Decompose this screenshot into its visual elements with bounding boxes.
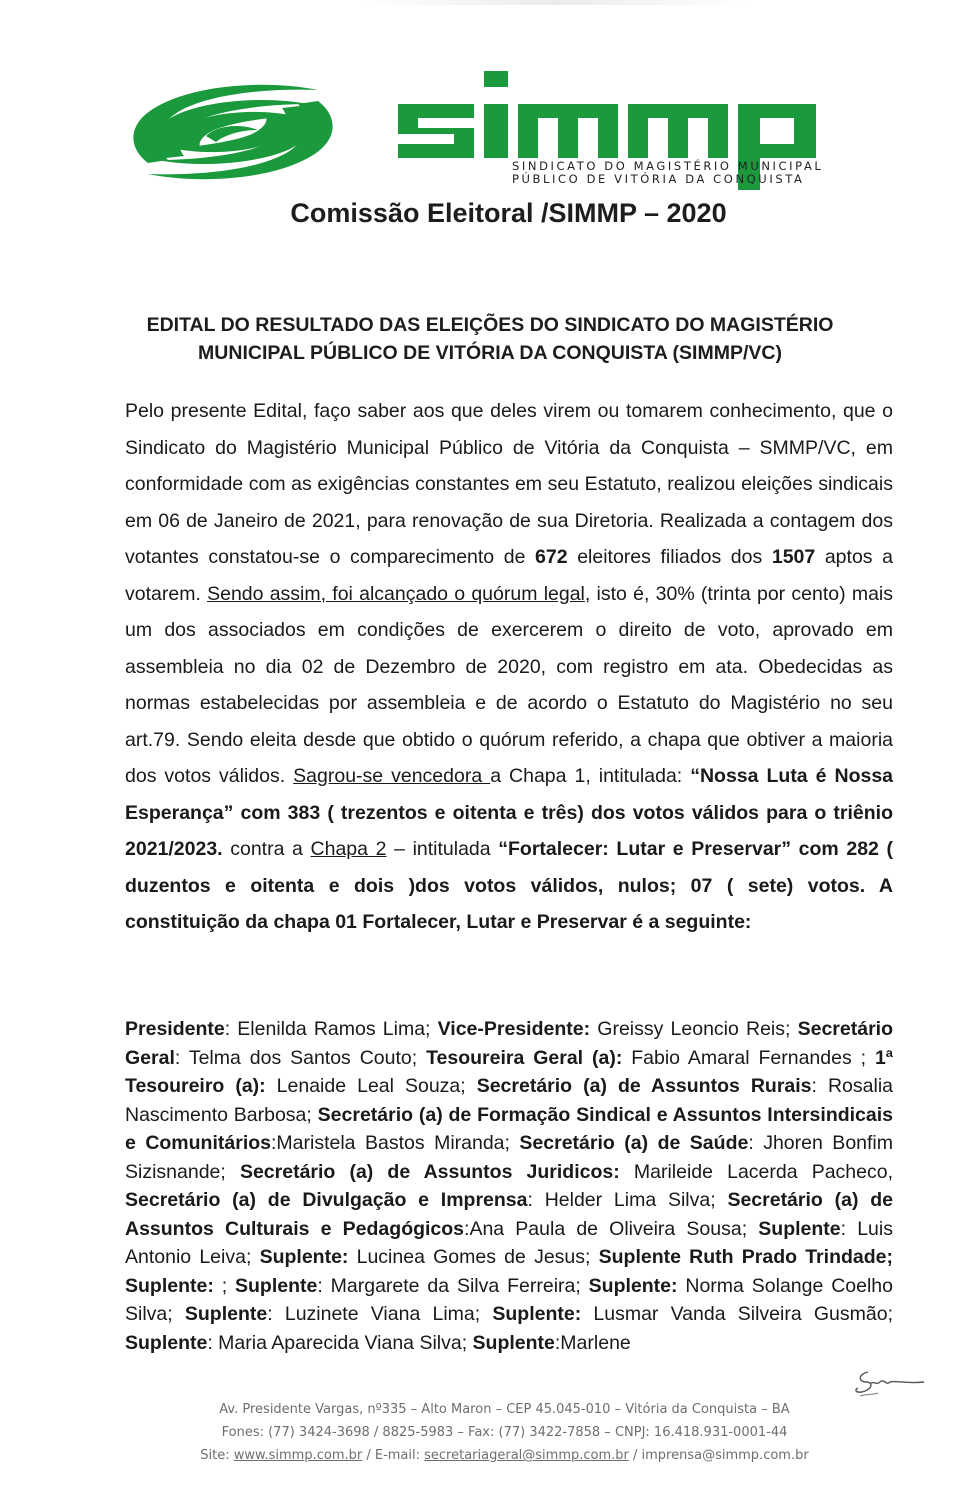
site-link[interactable]: www.simmp.com.br	[233, 1448, 363, 1463]
member-name: :Maristela Bastos Miranda;	[271, 1132, 520, 1154]
role-label: Secretário (a) de Saúde	[519, 1132, 749, 1154]
simmp-logo-emblem-icon	[118, 68, 348, 196]
text-run: – intitulada	[386, 838, 499, 860]
role-label: Suplente	[472, 1331, 555, 1354]
eligible-count: 1507	[771, 546, 816, 568]
logo-subtitle	[512, 159, 824, 186]
member-name: : Rosalia Nascimento Barbosa;	[125, 1075, 893, 1126]
member-name: :Marlene	[554, 1331, 631, 1354]
chapa2-underlined: Chapa 2	[310, 838, 387, 860]
chapa2-result: “Fortalecer: Lutar e Preservar” com 282 ( duzentos e oitenta e dois )dos votos válidos, nulos; 07 ( sete) votos. A constituição da chapa 01 Fortalecer, Lutar e Preservar é a seguinte:	[125, 838, 893, 933]
role-label: Suplente:	[492, 1303, 582, 1325]
footer-phones: Fones: (77) 3424-3698 / 8825-5983 – Fax: (77) 3422-7858 – CNPJ: 16.418.931-0001-44	[221, 1425, 788, 1440]
member-name: : Elenilda Ramos Lima;	[224, 1018, 438, 1040]
commission-heading: Comissão Eleitoral /SIMMP – 2020	[290, 198, 727, 228]
footer	[0, 1398, 959, 1467]
role-label: Suplente:	[588, 1274, 678, 1297]
role-label: 1ª Tesoureiro (a):	[125, 1046, 893, 1097]
chapa1-result: “Nossa Luta é Nossa Esperança” com 383 ( trezentos e oitenta e três) dos votos válidos para o triênio 2021/2023.	[125, 765, 894, 860]
board-members-paragraph	[125, 1015, 893, 1357]
role-label: Suplente	[235, 1274, 318, 1297]
email-link-imprensa[interactable]: imprensa@simmp.com.br	[641, 1448, 809, 1463]
role-label: Suplente:	[259, 1246, 349, 1268]
member-name: : Jhoren Bonfim Sizisnande;	[125, 1132, 893, 1183]
text-run: eleitores filiados dos	[567, 546, 772, 568]
footer-contacts	[50, 1444, 959, 1467]
member-name: Lusmar Vanda Silveira Gusmão;	[581, 1303, 893, 1325]
member-name: : Luis Antonio Leiva;	[125, 1217, 893, 1268]
email-label: / E-mail:	[362, 1448, 425, 1463]
member-name: Fabio Amaral Fernandes ;	[622, 1046, 875, 1069]
role-label: Suplente	[758, 1217, 841, 1240]
logo-subtitle-line1: SINDICATO DO MAGISTÉRIO MUNICIPAL	[512, 159, 824, 173]
footer-address: Av. Presidente Vargas, nº335 – Alto Maron – CEP 45.045-010 – Vitória da Conquista – BA	[219, 1402, 790, 1417]
member-name: Marileide Lacerda Pacheco,	[619, 1160, 894, 1183]
edital-title	[100, 311, 880, 367]
text-run: , isto é, 30% (trinta por cento) mais um dos associados em condições de exercerem o direito de voto, aprovado em assembleia no dia 02 de Dezembro de 2020, com registro em ata. Obedecidas as normas estabelecidas por assembleia e de acordo o Estatuto do Magistério no seu art.79. Sendo eleita desde que obtido o quórum referido, a chapa que obtiver a maioria dos votos válidos.	[125, 582, 894, 787]
role-label: Tesoureira Geral (a):	[426, 1046, 623, 1069]
signature-mark	[850, 1362, 930, 1402]
role-label: Secretário (a) de Divulgação e Imprensa	[125, 1189, 528, 1211]
text-run: aptos a votarem.	[125, 546, 893, 605]
member-name: : Helder Lima Silva;	[527, 1189, 728, 1211]
quorum-underlined: Sendo assim, foi alcançado o quórum legal	[207, 582, 585, 605]
role-label: Presidente	[125, 1018, 225, 1040]
role-label: Secretário (a) de Formação Sindical e Assuntos Intersindicais e Comunitários	[125, 1103, 894, 1154]
role-label: Suplente	[184, 1303, 268, 1325]
role-label: Suplente Ruth Prado Trindade; Suplente:	[125, 1246, 893, 1297]
member-name: ;	[213, 1274, 236, 1297]
role-label: Suplente	[125, 1331, 208, 1354]
announcement-paragraph	[125, 393, 893, 941]
role-label: Secretário Geral	[125, 1018, 893, 1069]
scan-artifact	[360, 0, 750, 5]
role-label: Vice-Presidente:	[437, 1018, 591, 1040]
member-name: : Maria Aparecida Viana Silva;	[207, 1331, 473, 1354]
member-name: : Telma dos Santos Couto;	[174, 1046, 427, 1069]
member-name: Lucinea Gomes de Jesus;	[348, 1246, 599, 1268]
member-name: :Ana Paula de Oliveira Sousa;	[464, 1217, 759, 1240]
title-line1: EDITAL DO RESULTADO DAS ELEIÇÕES DO SINDICATO DO MAGISTÉRIO	[146, 314, 834, 336]
email-link-secretaria[interactable]: secretariageral@simmp.com.br	[424, 1448, 629, 1463]
winner-underlined: Sagrou-se vencedora	[293, 765, 491, 787]
text-run: contra a	[222, 838, 311, 860]
member-name: : Luzinete Viana Lima;	[267, 1303, 493, 1325]
member-name: Greissy Leoncio Reis;	[590, 1018, 798, 1040]
attendance-count: 672	[535, 546, 568, 568]
role-label: Secretário (a) de Assuntos Rurais	[476, 1075, 812, 1097]
role-label: Secretário (a) de Assuntos Culturais e Pedagógicos	[125, 1189, 893, 1240]
site-label: Site:	[200, 1448, 234, 1463]
role-label: Secretário (a) de Assuntos Juridicos:	[239, 1160, 620, 1183]
logo-subtitle-line2: PÚBLICO DE VITÓRIA DA CONQUISTA	[512, 172, 805, 186]
title-line2: MUNICIPAL PÚBLICO DE VITÓRIA DA CONQUISTA (SIMMP/VC)	[198, 342, 782, 364]
member-name: Lenaide Leal Souza;	[265, 1075, 477, 1097]
separator: /	[628, 1448, 642, 1463]
member-name: : Margarete da Silva Ferreira;	[317, 1274, 589, 1297]
text-run: Pelo presente Edital, faço saber aos que deles virem ou tomarem conhecimento, que o Sindicato do Magistério Municipal Público de Vitória da Conquista – SMMP/VC, em conformidade com as exigências constantes em seu Estatuto, realizou eleições sindicais em 06 de Janeiro de 2021, para renovação de sua Diretoria. Realizada a contagem dos votantes constatou-se o comparecimento de	[125, 400, 893, 568]
member-name: Norma Solange Coelho Silva;	[125, 1274, 893, 1325]
text-run: a Chapa 1, intitulada:	[490, 765, 691, 787]
